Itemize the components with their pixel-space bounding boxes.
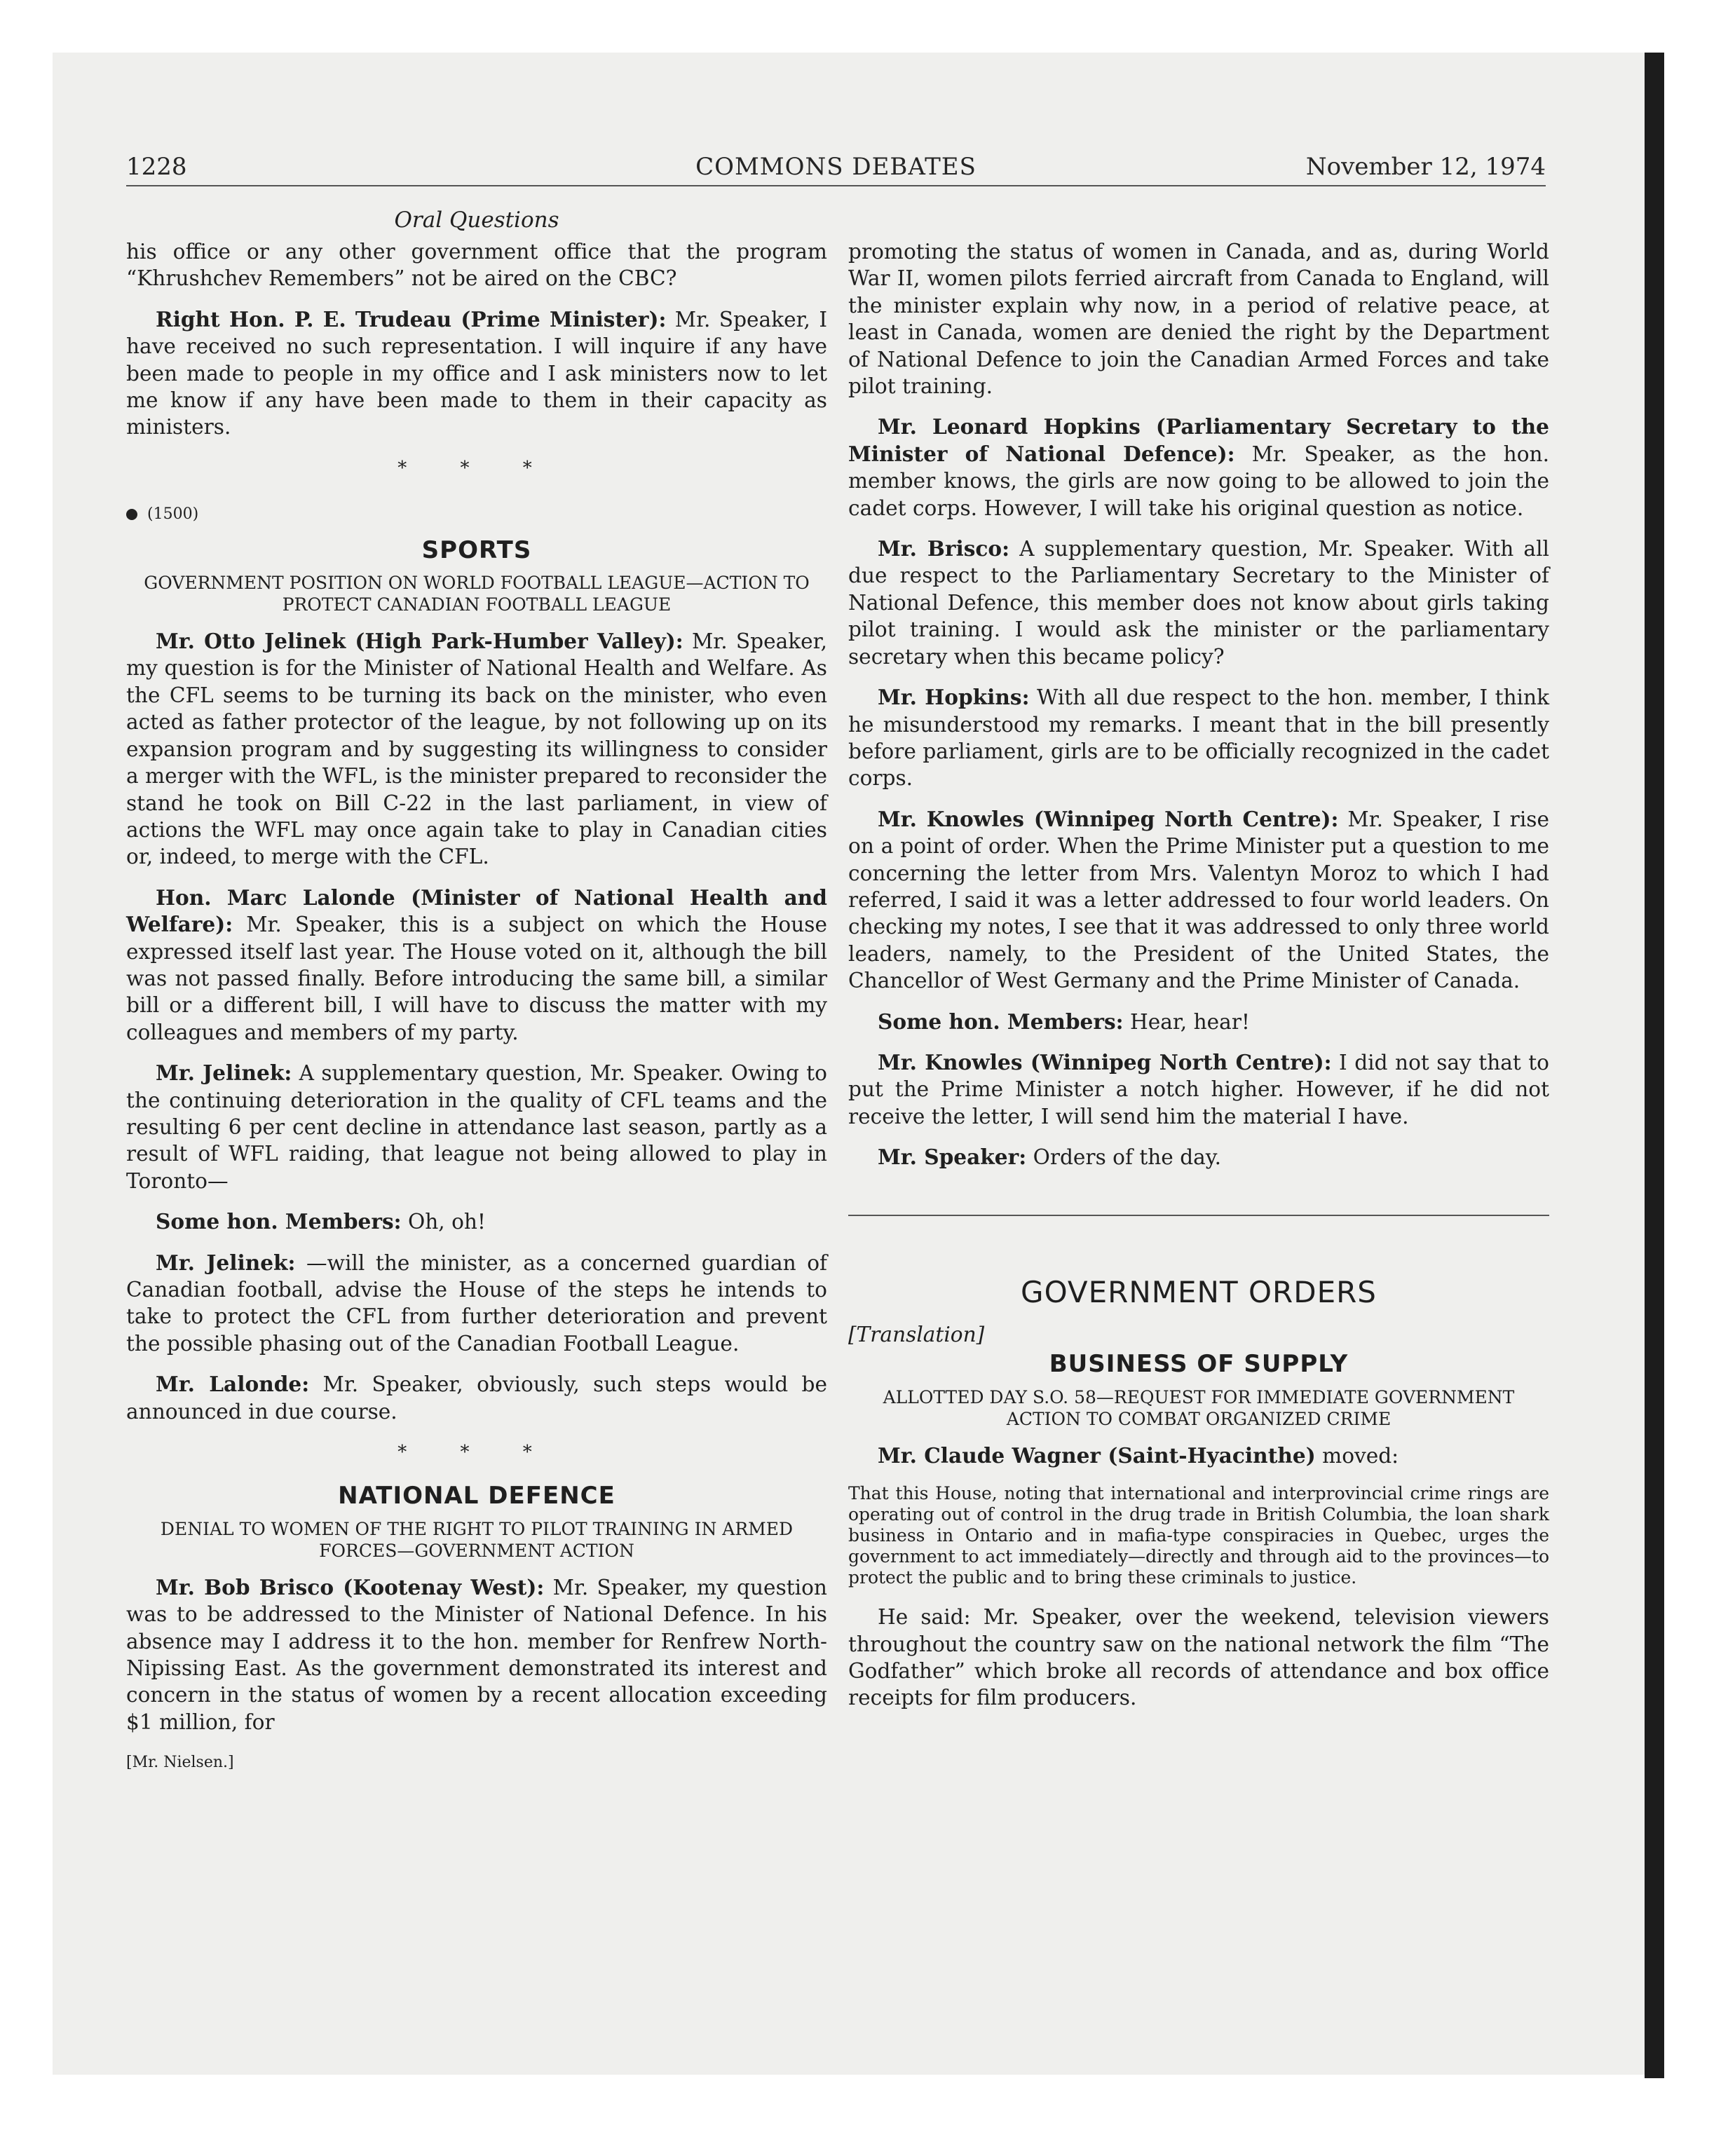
subsection-heading: ALLOTTED DAY S.O. 58—REQUEST FOR IMMEDIATE GOVERNMENT ACTION TO COMBAT ORGANIZED CRIME	[883, 1386, 1515, 1429]
speech-text: Mr. Speaker, obviously, such steps would be announced in due course.	[126, 1372, 827, 1424]
speaker: Mr. Brisco:	[878, 536, 1010, 561]
speech	[126, 628, 827, 871]
speech	[848, 684, 1549, 792]
speaker: Mr. Hopkins:	[878, 685, 1030, 710]
paragraph: his office or any other government office that the program “Khrushchev Remembers” not be aired on the CBC?	[126, 240, 827, 291]
speech	[848, 1144, 1549, 1171]
orders-heading: GOVERNMENT ORDERS	[1021, 1274, 1377, 1309]
speech-text: Oh, oh!	[401, 1210, 486, 1234]
speech	[126, 1208, 827, 1235]
section-separator: * * *	[397, 1442, 556, 1464]
speaker: Hon. Marc Lalonde (Minister of National Health and Welfare):	[126, 885, 827, 937]
right-column	[848, 238, 1549, 1726]
paragraph: He said: Mr. Speaker, over the weekend, television viewers throughout the country saw on the national network the film “The Godfather” which broke all records of attendance and box office receipts for film producers.	[848, 1605, 1549, 1710]
speech	[848, 806, 1549, 995]
section-heading: SPORTS	[421, 535, 532, 564]
publication-date: November 12, 1974	[1305, 153, 1546, 181]
speaker: Mr. Speaker:	[878, 1145, 1027, 1170]
translation-note: [Translation]	[848, 1323, 985, 1346]
speaker: Mr. Knowles (Winnipeg North Centre):	[878, 1049, 1332, 1074]
speaker: Mr. Knowles (Winnipeg North Centre):	[878, 806, 1339, 831]
motion-text: That this House, noting that international and interprovincial crime rings are operating out of control in the drug trade in British Columbia, the loan shark business in Ontario and in mafia-type conspiracies in Quebec, urges the government to act immediately—directly and through aid to the provinces—to protect the public and to bring these criminals to justice.	[848, 1483, 1549, 1588]
speech	[848, 1009, 1549, 1035]
speech	[848, 1049, 1549, 1130]
speaker: Mr. Claude Wagner (Saint-Hyacinthe)	[878, 1442, 1316, 1468]
speech-text: Hear, hear!	[1123, 1009, 1250, 1034]
speaker: Mr. Jelinek:	[156, 1250, 296, 1275]
bullet-icon	[126, 509, 137, 520]
speech	[848, 414, 1549, 521]
scan-edge	[1645, 53, 1664, 2078]
speech-text: Mr. Speaker, I rise on a point of order. When the Prime Minister put a question to me concerning the letter from Mrs. Valentyn Moroz to which I had referred, I said it was a letter addressed to four world leaders. On checking my notes, I see that it was addressed to only three world leaders, namely, to the President of the United States, the Chancellor of West Germany and the Prime Minister of Canada.	[848, 807, 1549, 993]
speech-text: Mr. Speaker, as the hon. member knows, the girls are now going to be allowed to join the cadet corps. However, I will take his original question as notice.	[848, 442, 1549, 520]
speech	[126, 1574, 827, 1735]
speech-text: A supplementary question, Mr. Speaker. Owing to the continuing deterioration in the quality of CFL teams and the resulting 6 per cent decline in attendance last season, partly as a result of WFL raiding, that league not being allowed to play in Toronto—	[126, 1061, 827, 1193]
page-number: 1228	[126, 153, 187, 181]
left-column	[126, 238, 827, 1777]
speech	[126, 1060, 827, 1194]
speech-text: Mr. Speaker, I have received no such representation. I will inquire if any have been made to people in my office and I ask ministers now to let me know if any have been made to them in their capacity as ministers.	[126, 307, 828, 439]
speech-text: Mr. Speaker, my question was to be addressed to the Minister of National Defence. In his absence may I address it to the hon. member for Renfrew North-Nipissing East. As the government demonstrated its interest and concern in the status of women by a recent allocation exceeding $1 million, for	[126, 1575, 827, 1734]
speech-text: —will the minister, as a concerned guardian of Canadian football, advise the House of the steps he intends to take to protect the CFL from further deterioration and prevent the possible phasing out of the Canadian Football League.	[126, 1250, 828, 1356]
speaker: Mr. Bob Brisco (Kootenay West):	[156, 1574, 545, 1599]
speech	[848, 1442, 1549, 1469]
speech-text: Mr. Speaker, this is a subject on which the House expressed itself last year. The House voted on it, although the bill was not passed finally. Before introducing the same bill, a similar bill or a different bill, I will have to discuss the matter with my colleagues and members of my party.	[126, 913, 827, 1044]
speech	[848, 535, 1549, 670]
speaker: Some hon. Members:	[878, 1009, 1124, 1034]
speech-text: moved:	[1315, 1443, 1399, 1468]
footer-note: [Mr. Nielsen.]	[126, 1754, 234, 1772]
section-separator: * * *	[397, 457, 556, 479]
speech	[126, 1250, 827, 1358]
speaker: Mr. Leonard Hopkins (Parliamentary Secretary to the Minister of National Defence):	[848, 414, 1549, 466]
speech-text: I did not say that to put the Prime Minister a notch higher. However, if he did not receive the letter, I will send him the material I have.	[848, 1050, 1549, 1128]
speech-text: A supplementary question, Mr. Speaker. With all due respect to the Parliamentary Secretary to the Minister of National Defence, this member does not know about girls taking pilot training. I would ask the minister or the parliamentary secretary when this became policy?	[848, 537, 1550, 669]
speaker: Mr. Lalonde:	[156, 1372, 310, 1397]
running-head: Oral Questions	[394, 207, 559, 233]
section-heading: BUSINESS OF SUPPLY	[1049, 1350, 1349, 1379]
speaker: Right Hon. P. E. Trudeau (Prime Minister):	[156, 306, 667, 332]
time-marker: (1500)	[126, 501, 827, 528]
paragraph: promoting the status of women in Canada, and as, during World War II, women pilots ferried aircraft from Canada to England, will the minister explain why now, in a period of relative peace, at least in Canada, women are denied the right by the Department of National Defence to join the Canadian Armed Forces and take pilot training.	[848, 240, 1549, 399]
speech	[126, 1371, 827, 1425]
speech-text: Mr. Speaker, my question is for the Minister of National Health and Welfare. As the CFL seems to be turning its back on the minister, who even acted as father protector of the league, by not following up on its expansion program and by suggesting its willingness to consider a merger with the WFL, is the minister prepared to reconsider the stand he took on Bill C-22 in the last parliament, in view of actions the WFL may once again take to play in Canadian cities or, indeed, to merge with the CFL.	[126, 629, 827, 869]
subsection-heading: GOVERNMENT POSITION ON WORLD FOOTBALL LEAGUE—ACTION TO PROTECT CANADIAN FOOTBALL LEAGUE	[144, 573, 810, 615]
section-heading: NATIONAL DEFENCE	[338, 1482, 615, 1510]
speech	[126, 885, 827, 1046]
subsection-heading: DENIAL TO WOMEN OF THE RIGHT TO PILOT TRAINING IN ARMED FORCES—GOVERNMENT ACTION	[160, 1518, 794, 1561]
speech-text: With all due respect to the hon. member, I think he misunderstood my remarks. I meant that in the bill presently before parliament, girls are to be officially recognized in the cadet corps.	[848, 685, 1550, 791]
publication-title: COMMONS DEBATES	[695, 153, 977, 181]
speech-text: Orders of the day.	[1026, 1145, 1222, 1170]
page-header	[126, 153, 1546, 186]
section-divider	[848, 1215, 1549, 1216]
speaker: Mr. Jelinek:	[156, 1060, 292, 1086]
speaker: Mr. Otto Jelinek (High Park-Humber Valley):	[156, 629, 683, 654]
speaker: Some hon. Members:	[156, 1209, 402, 1234]
speech	[126, 306, 827, 441]
